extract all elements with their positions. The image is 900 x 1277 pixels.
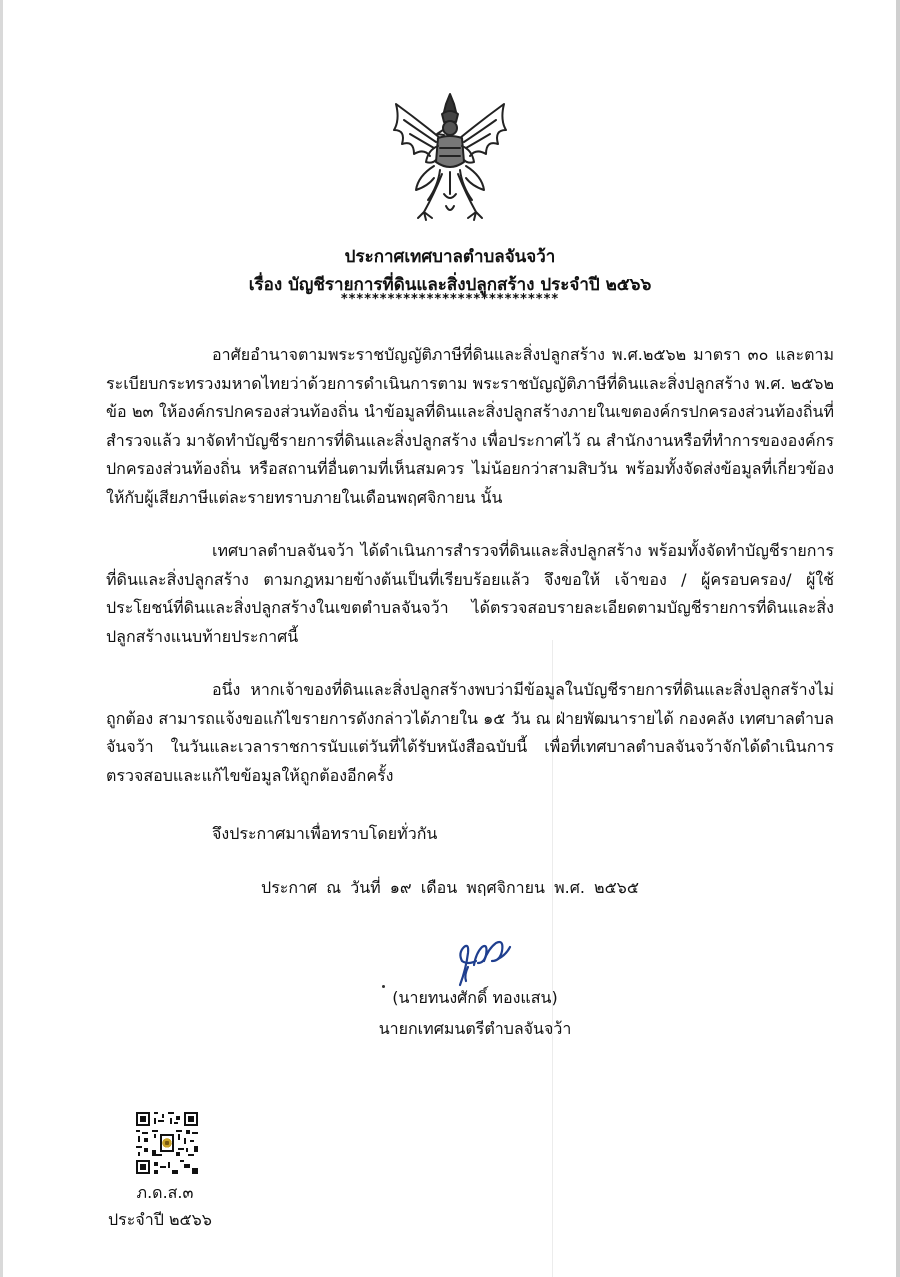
announcement-date: ประกาศ ณ วันที่ ๑๙ เดือน พฤศจิกายน พ.ศ. ๒๕๖๕	[261, 878, 639, 897]
signatory-name: (นายทนงศักดิ์ ทองแสน)	[392, 988, 558, 1007]
document-title: ประกาศเทศบาลตำบลจันจว้า	[344, 247, 556, 267]
scan-edge-left	[0, 0, 3, 1277]
handwritten-signature	[452, 935, 518, 990]
signatory-position: นายกเทศมนตรีตำบลจันจว้า	[378, 1019, 572, 1038]
qr-code-icon	[136, 1112, 198, 1174]
closing-line: จึงประกาศมาเพื่อทราบโดยทั่วกัน	[212, 824, 438, 843]
body-paragraph-3: อนึ่ง หากเจ้าของที่ดินและสิ่งปลูกสร้างพบว่ามีข้อมูลในบัญชีรายการที่ดินและสิ่งปลูกสร้างไม่ถูกต้อง สามารถแจ้งขอแก้ไขรายการดังกล่าวได้ภายใน ๑๕ วัน ณ ฝ่ายพัฒนารายได้ กองคลัง เทศบาลตำบลจันจว้า ในวันและเวลาราชการนับแต่วันที่ได้รับหนังสือฉบับนี้ เพื่อที่เทศบาลตำบลจันจว้าจักได้ดำเนินการตรวจสอบและแก้ไขข้อมูลให้ถูกต้องอีกครั้ง	[106, 680, 834, 785]
form-year: ประจำปี ๒๕๖๖	[108, 1210, 212, 1229]
title-divider: ****************************	[340, 292, 560, 307]
body-paragraph-2: เทศบาลตำบลจันจว้า ได้ดำเนินการสำรวจที่ดินและสิ่งปลูกสร้าง พร้อมทั้งจัดทำบัญชีรายการที่ดินและสิ่งปลูกสร้าง ตามกฎหมายข้างต้นเป็นที่เรียบร้อยแล้ว จึงขอให้ เจ้าของ / ผู้ครอบครอง/ ผู้ใช้ประโยชน์ที่ดินและสิ่งปลูกสร้างในเขตตำบลจันจว้า ได้ตรวจสอบรายละเอียดตามบัญชีรายการที่ดินและสิ่งปลูกสร้างแนบท้ายประกาศนี้	[106, 541, 834, 646]
form-code: ภ.ด.ส.๓	[136, 1183, 194, 1202]
body-paragraph-1: อาศัยอำนาจตามพระราชบัญญัติภาษีที่ดินและสิ่งปลูกสร้าง พ.ศ.๒๕๖๒ มาตรา ๓๐ และตามระเบียบกระทรวงมหาดไทยว่าด้วยการดำเนินการตาม พระราชบัญญัติภาษีที่ดินและสิ่งปลูกสร้าง พ.ศ. ๒๕๖๒ ข้อ ๒๓ ให้องค์กรปกครองส่วนท้องถิ่น นำข้อมูลที่ดินและสิ่งปลูกสร้างภายในเขตองค์กรปกครองส่วนท้องถิ่นที่สำรวจแล้ว มาจัดทำบัญชีรายการที่ดินและสิ่งปลูกสร้าง เพื่อประกาศไว้ ณ สำนักงานหรือที่ทำการขององค์กรปกครองส่วนท้องถิ่น หรือสถานที่อื่นตามที่เห็นสมควร ไม่น้อยกว่าสามสิบวัน พร้อมทั้งจัดส่งข้อมูลที่เกี่ยวข้องให้กับผู้เสียภาษีแต่ละรายทราบภายในเดือนพฤศจิกายน นั้น	[106, 345, 835, 507]
garuda-emblem-icon	[388, 90, 512, 226]
document-subject: เรื่อง บัญชีรายการที่ดินและสิ่งปลูกสร้าง ประจำปี ๒๕๖๖	[248, 275, 652, 295]
scan-edge-right	[896, 0, 900, 1277]
